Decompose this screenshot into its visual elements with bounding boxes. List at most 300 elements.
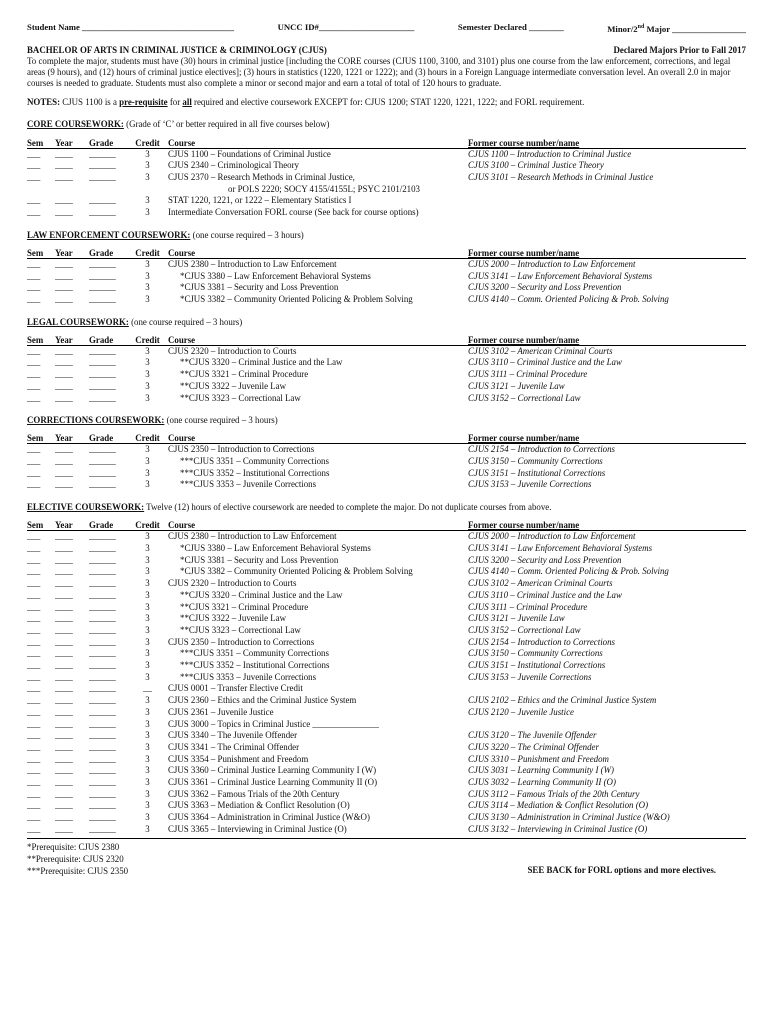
year-blank[interactable]: ____	[55, 195, 73, 206]
course-name: ***CJUS 3351 – Community Corrections	[180, 648, 329, 659]
course-name: STAT 1220, 1221, or 1222 – Elementary Statistics I	[168, 195, 352, 206]
grade-blank[interactable]: ______	[89, 683, 116, 694]
sem-blank[interactable]: ___	[27, 357, 41, 368]
section-title: LEGAL COURSEWORK:	[27, 316, 129, 327]
credit-value: 3	[145, 741, 150, 752]
grade-blank[interactable]: ______	[89, 258, 116, 269]
col-year-header: Year	[55, 138, 89, 149]
grade-blank[interactable]: ______	[89, 293, 116, 304]
year-blank[interactable]: ____	[55, 706, 73, 717]
former-course-name: CJUS 3031 – Learning Community I (W)	[468, 765, 614, 776]
course-row	[27, 258, 746, 270]
course-row	[27, 456, 746, 468]
year-blank[interactable]: ____	[55, 444, 73, 455]
section-title: ELECTIVE COURSEWORK:	[27, 502, 145, 513]
course-name: ***CJUS 3352 – Institutional Corrections	[180, 467, 330, 478]
course-row	[27, 381, 746, 393]
sem-blank[interactable]: ___	[27, 777, 41, 788]
former-course-name: CJUS 2154 – Introduction to Corrections	[468, 444, 616, 455]
grade-blank[interactable]: ______	[89, 554, 116, 565]
course-name: *CJUS 3380 – Law Enforcement Behavioral Systems	[180, 542, 371, 553]
grade-blank[interactable]: ______	[89, 357, 116, 368]
notes-text-1: CJUS 1100 is a	[60, 97, 120, 108]
col-former-header: Former course number/name	[468, 138, 746, 149]
credit-value: 3	[145, 195, 150, 206]
grade-blank[interactable]: ______	[89, 718, 116, 729]
year-blank[interactable]: ____	[55, 660, 73, 671]
year-blank[interactable]: ____	[55, 578, 73, 589]
course-table	[27, 248, 746, 306]
course-row	[27, 590, 746, 602]
former-course-name: CJUS 3110 – Criminal Justice and the Law	[468, 357, 622, 368]
col-sem-header: Sem	[27, 433, 55, 444]
course-row	[27, 345, 746, 357]
course-row	[27, 294, 746, 306]
course-name: CJUS 3354 – Punishment and Freedom	[168, 753, 309, 764]
former-course-name: CJUS 1100 – Introduction to Criminal Justice	[468, 148, 632, 159]
grade-blank[interactable]: ______	[89, 578, 116, 589]
year-blank[interactable]: ____	[55, 671, 73, 682]
col-former-header: Former course number/name	[468, 335, 746, 346]
sem-blank[interactable]: ___	[27, 293, 41, 304]
sem-blank[interactable]: ___	[27, 578, 41, 589]
course-name: CJUS 3361 – Criminal Justice Learning Community II (O)	[168, 777, 378, 788]
sem-blank[interactable]: ___	[27, 148, 41, 159]
course-row	[27, 555, 746, 567]
col-credit-header: Credit	[127, 433, 168, 444]
credit-value: 3	[145, 788, 150, 799]
year-blank[interactable]: ____	[55, 823, 73, 834]
year-blank[interactable]: ____	[55, 392, 73, 403]
course-name: CJUS 3360 – Criminal Justice Learning Community I (W)	[168, 765, 377, 776]
year-blank[interactable]: ____	[55, 171, 73, 182]
credit-value: 3	[145, 380, 150, 391]
year-blank[interactable]: ____	[55, 531, 73, 542]
student-name-field[interactable]: Student Name ___________________________________	[27, 22, 235, 32]
title-row	[27, 45, 746, 56]
course-row	[27, 707, 746, 719]
course-row	[27, 271, 746, 283]
grade-blank[interactable]: ______	[89, 765, 116, 776]
year-blank[interactable]: ____	[55, 293, 73, 304]
course-row	[27, 777, 746, 789]
grade-blank[interactable]: ______	[89, 531, 116, 542]
credit-value: 3	[145, 456, 150, 467]
col-year-header: Year	[55, 335, 89, 346]
col-course-header: Course	[168, 335, 468, 346]
grade-blank[interactable]: ______	[89, 624, 116, 635]
year-blank[interactable]: ____	[55, 456, 73, 467]
coursework-sections	[27, 119, 746, 835]
year-blank[interactable]: ____	[55, 357, 73, 368]
col-grade-header: Grade	[89, 335, 127, 346]
year-blank[interactable]: ____	[55, 648, 73, 659]
sem-blank[interactable]: ___	[27, 479, 41, 490]
grade-blank[interactable]: ______	[89, 741, 116, 752]
grade-blank[interactable]: ______	[89, 456, 116, 467]
course-row	[27, 625, 746, 637]
col-sem-header: Sem	[27, 138, 55, 149]
sem-blank[interactable]: ___	[27, 788, 41, 799]
credit-value: 3	[145, 777, 150, 788]
course-name: *CJUS 3381 – Security and Loss Prevention	[180, 554, 339, 565]
course-row	[27, 637, 746, 649]
declared-majors-note: Declared Majors Prior to Fall 2017	[613, 44, 746, 55]
former-course-name: CJUS 3110 – Criminal Justice and the Law	[468, 589, 622, 600]
former-course-name	[468, 184, 746, 196]
course-name: CJUS 3364 – Administration in Criminal Justice (W&O)	[168, 812, 370, 823]
credit-value: 3	[145, 345, 150, 356]
former-course-name: CJUS 3102 – American Criminal Courts	[468, 345, 613, 356]
sem-blank[interactable]: ___	[27, 753, 41, 764]
year-blank[interactable]: ____	[55, 258, 73, 269]
grade-blank[interactable]: ______	[89, 695, 116, 706]
grade-blank[interactable]: ______	[89, 601, 116, 612]
year-blank[interactable]: ____	[55, 730, 73, 741]
sem-blank[interactable]: ___	[27, 554, 41, 565]
year-blank	[55, 184, 89, 196]
grade-blank[interactable]: ______	[89, 566, 116, 577]
sem-blank[interactable]: ___	[27, 270, 41, 281]
course-name: ***CJUS 3353 – Juvenile Corrections	[180, 671, 317, 682]
course-row	[27, 184, 746, 196]
grade-blank[interactable]: ______	[89, 730, 116, 741]
grade-blank[interactable]: ______	[89, 479, 116, 490]
grade-blank[interactable]: ______	[89, 207, 116, 218]
grade-blank[interactable]: ______	[89, 195, 116, 206]
credit-value: 3	[145, 671, 150, 682]
col-course-header: Course	[168, 138, 468, 149]
notes-label: NOTES:	[27, 97, 61, 108]
sem-blank[interactable]: ___	[27, 601, 41, 612]
grade-blank[interactable]: ______	[89, 148, 116, 159]
former-course-name: CJUS 3111 – Criminal Procedure	[468, 601, 588, 612]
grade-blank[interactable]: ______	[89, 282, 116, 293]
grade-blank[interactable]: ______	[89, 589, 116, 600]
col-former-header: Former course number/name	[468, 433, 746, 444]
section-title: LAW ENFORCEMENT COURSEWORK:	[27, 229, 191, 240]
year-blank[interactable]: ____	[55, 812, 73, 823]
sem-blank[interactable]: ___	[27, 195, 41, 206]
grade-blank[interactable]: ______	[89, 270, 116, 281]
year-blank[interactable]: ____	[55, 282, 73, 293]
course-row	[27, 812, 746, 824]
former-course-name: CJUS 2154 – Introduction to Corrections	[468, 636, 616, 647]
year-blank[interactable]: ____	[55, 753, 73, 764]
year-blank[interactable]: ____	[55, 741, 73, 752]
credit-value: 3	[145, 589, 150, 600]
sem-blank[interactable]: ___	[27, 660, 41, 671]
grade-blank[interactable]: ______	[89, 706, 116, 717]
former-course-name: CJUS 3114 – Mediation & Conflict Resolution (O)	[468, 800, 649, 811]
credit-value: 3	[145, 357, 150, 368]
sem-blank[interactable]: ___	[27, 258, 41, 269]
former-course-name: CJUS 3153 – Juvenile Corrections	[468, 479, 592, 490]
sem-blank[interactable]: ___	[27, 369, 41, 380]
minor-major-blank: Major _________________	[644, 23, 746, 34]
course-row	[27, 602, 746, 614]
grade-blank[interactable]: ______	[89, 380, 116, 391]
former-course-name: CJUS 3152 – Correctional Law	[468, 392, 581, 403]
grade-blank[interactable]: ______	[89, 392, 116, 403]
col-year-header: Year	[55, 520, 89, 531]
minor-major-field[interactable]	[607, 22, 746, 35]
former-course-name: CJUS 3102 – American Criminal Courts	[468, 578, 613, 589]
sem-blank[interactable]: ___	[27, 456, 41, 467]
former-course-name: CJUS 2120 – Juvenile Justice	[468, 706, 574, 717]
col-sem-header: Sem	[27, 335, 55, 346]
footnote: ***Prerequisite: CJUS 2350	[27, 865, 129, 876]
course-name: or POLS 2220; SOCY 4155/4155L; PSYC 2101/2103	[228, 183, 420, 194]
year-blank[interactable]: ____	[55, 270, 73, 281]
sem-blank[interactable]: ___	[27, 695, 41, 706]
sem-blank[interactable]: ___	[27, 531, 41, 542]
sem-blank[interactable]: ___	[27, 282, 41, 293]
sem-blank[interactable]: ___	[27, 207, 41, 218]
credit-value: 3	[145, 800, 150, 811]
course-name: CJUS 1100 – Foundations of Criminal Justice	[168, 148, 331, 159]
year-blank[interactable]: ____	[55, 467, 73, 478]
grade-blank[interactable]: ______	[89, 444, 116, 455]
notes-prereq: pre-requisite	[119, 97, 168, 108]
section-title: CORE COURSEWORK:	[27, 119, 124, 130]
former-course-name	[468, 719, 746, 731]
former-course-name: CJUS 3141 – Law Enforcement Behavioral Systems	[468, 542, 653, 553]
former-course-name: CJUS 3121 – Juvenile Law	[468, 380, 565, 391]
notes-all: all	[182, 97, 192, 108]
course-row	[27, 160, 746, 172]
former-course-name	[468, 195, 746, 207]
year-blank[interactable]: ____	[55, 589, 73, 600]
footnotes	[27, 841, 128, 877]
former-course-name: CJUS 3152 – Correctional Law	[468, 624, 581, 635]
year-blank[interactable]: ____	[55, 380, 73, 391]
grade-blank[interactable]: ______	[89, 467, 116, 478]
grade-blank[interactable]: ______	[89, 369, 116, 380]
year-blank[interactable]: ____	[55, 788, 73, 799]
course-row	[27, 695, 746, 707]
course-row	[27, 566, 746, 578]
year-blank[interactable]: ____	[55, 160, 73, 171]
col-course-header: Course	[168, 248, 468, 259]
col-sem-header: Sem	[27, 248, 55, 259]
grade-blank[interactable]: ______	[89, 660, 116, 671]
course-name: CJUS 2361 – Juvenile Justice	[168, 706, 274, 717]
year-blank[interactable]: ____	[55, 542, 73, 553]
course-name: **CJUS 3320 – Criminal Justice and the Law	[180, 589, 343, 600]
sem-blank[interactable]: ___	[27, 706, 41, 717]
credit-value: 3	[145, 554, 150, 565]
course-name: CJUS 2320 – Introduction to Courts	[168, 578, 297, 589]
sem-blank[interactable]: ___	[27, 718, 41, 729]
sem-blank[interactable]: ___	[27, 648, 41, 659]
grade-blank[interactable]: ______	[89, 160, 116, 171]
credit-value: 3	[145, 566, 150, 577]
course-name: CJUS 3341 – The Criminal Offender	[168, 741, 300, 752]
course-row	[27, 765, 746, 777]
credit-value: 3	[145, 765, 150, 776]
uncc-id-field[interactable]: UNCC ID#______________________	[277, 22, 415, 32]
credit-value: 3	[145, 812, 150, 823]
credit-value: __	[143, 683, 152, 694]
course-row	[27, 824, 746, 836]
credit-value: 3	[145, 270, 150, 281]
year-blank[interactable]: ____	[55, 695, 73, 706]
grade-blank[interactable]: ______	[89, 823, 116, 834]
year-blank[interactable]: ____	[55, 207, 73, 218]
year-blank[interactable]: ____	[55, 148, 73, 159]
credit-value: 3	[145, 392, 150, 403]
course-table	[27, 138, 746, 219]
former-course-name: CJUS 3310 – Punishment and Freedom	[468, 753, 609, 764]
sem-blank[interactable]: ___	[27, 636, 41, 647]
section-note: (Grade of ‘C’ or better required in all five courses below)	[123, 119, 330, 130]
col-grade-header: Grade	[89, 248, 127, 259]
grade-blank[interactable]: ______	[89, 788, 116, 799]
course-name: CJUS 2380 – Introduction to Law Enforcement	[168, 258, 337, 269]
col-year-header: Year	[55, 433, 89, 444]
credit-value: 3	[145, 636, 150, 647]
sem-blank[interactable]: ___	[27, 380, 41, 391]
year-blank[interactable]: ____	[55, 636, 73, 647]
year-blank[interactable]: ____	[55, 624, 73, 635]
year-blank[interactable]: ____	[55, 345, 73, 356]
course-name: CJUS 2350 – Introduction to Corrections	[168, 636, 315, 647]
year-blank[interactable]: ____	[55, 369, 73, 380]
section-note: (one course required – 3 hours)	[164, 415, 278, 426]
course-name: CJUS 2350 – Introduction to Corrections	[168, 444, 315, 455]
grade-blank[interactable]: ______	[89, 542, 116, 553]
former-course-name: CJUS 3112 – Famous Trials of the 20th Century	[468, 788, 640, 799]
sem-blank[interactable]: ___	[27, 345, 41, 356]
former-course-name: CJUS 3153 – Juvenile Corrections	[468, 671, 592, 682]
ordinal-sup: nd	[637, 24, 645, 30]
course-name: **CJUS 3323 – Correctional Law	[180, 624, 301, 635]
sem-blank[interactable]: ___	[27, 542, 41, 553]
course-name: **CJUS 3320 – Criminal Justice and the Law	[180, 357, 343, 368]
course-name: **CJUS 3323 – Correctional Law	[180, 392, 301, 403]
year-blank[interactable]: ____	[55, 554, 73, 565]
course-row	[27, 148, 746, 160]
year-blank[interactable]: ____	[55, 718, 73, 729]
year-blank[interactable]: ____	[55, 566, 73, 577]
footnote: *Prerequisite: CJUS 2380	[27, 841, 120, 852]
credit-value: 3	[145, 531, 150, 542]
semester-declared-field[interactable]: Semester Declared ________	[457, 22, 564, 32]
course-name: *CJUS 3382 – Community Oriented Policing & Problem Solving	[180, 566, 413, 577]
intro-paragraph: To complete the major, students must have (30) hours in criminal justice [including the CORE courses (CJUS 1100, 3100, and 3101) plus one course from the law enforcement, corrections, and legal areas (9 hours), and (12) hours of criminal justice electives]; (3) hours in statistics (1220, 1221 or 1222); and (3) hours in a Foreign Language intermediate conversation level. An overall 2.0 in major courses is needed to graduate. Students must also complete a minor or second major and earn a total of total of 120 hours to graduate.	[27, 56, 731, 89]
year-blank[interactable]: ____	[55, 479, 73, 490]
course-row	[27, 660, 746, 672]
course-row	[27, 719, 746, 731]
grade-blank[interactable]: ______	[89, 171, 116, 182]
sem-blank[interactable]: ___	[27, 589, 41, 600]
grade-blank[interactable]: ______	[89, 648, 116, 659]
former-course-name: CJUS 2102 – Ethics and the Criminal Justice System	[468, 695, 657, 706]
sem-blank[interactable]: ___	[27, 800, 41, 811]
grade-blank[interactable]: ______	[89, 671, 116, 682]
year-blank[interactable]: ____	[55, 777, 73, 788]
sem-blank[interactable]: ___	[27, 444, 41, 455]
former-course-name: CJUS 3120 – The Juvenile Offender	[468, 730, 597, 741]
course-row	[27, 543, 746, 555]
section-heading	[27, 415, 746, 426]
former-course-name: CJUS 3151 – Institutional Corrections	[468, 467, 606, 478]
course-name: CJUS 3340 – The Juvenile Offender	[168, 730, 298, 741]
minor-major-label: Minor/2	[607, 23, 638, 34]
sem-blank[interactable]: ___	[27, 171, 41, 182]
document-page	[27, 22, 746, 877]
grade-blank[interactable]: ______	[89, 812, 116, 823]
col-former-header: Former course number/name	[468, 248, 746, 259]
course-row	[27, 207, 746, 219]
sem-blank[interactable]: ___	[27, 683, 41, 694]
year-blank[interactable]: ____	[55, 765, 73, 776]
col-credit-header: Credit	[127, 335, 168, 346]
grade-blank[interactable]: ______	[89, 777, 116, 788]
course-name: CJUS 2360 – Ethics and the Criminal Justice System	[168, 695, 357, 706]
year-blank[interactable]: ____	[55, 683, 73, 694]
sem-blank[interactable]: ___	[27, 730, 41, 741]
footnote: **Prerequisite: CJUS 2320	[27, 853, 124, 864]
former-course-name: CJUS 3141 – Law Enforcement Behavioral Systems	[468, 270, 653, 281]
grade-blank[interactable]: ______	[89, 613, 116, 624]
course-row	[27, 393, 746, 405]
sem-blank[interactable]: ___	[27, 566, 41, 577]
section-title: CORRECTIONS COURSEWORK:	[27, 415, 165, 426]
former-course-name: CJUS 3101 – Research Methods in Criminal Justice	[468, 171, 654, 182]
course-name: **CJUS 3322 – Juvenile Law	[180, 380, 287, 391]
col-grade-header: Grade	[89, 520, 127, 531]
sem-blank[interactable]: ___	[27, 741, 41, 752]
sem-blank[interactable]: ___	[27, 392, 41, 403]
notes-text-2: for	[167, 97, 183, 108]
former-course-name: CJUS 3220 – The Criminal Offender	[468, 741, 599, 752]
col-year-header: Year	[55, 248, 89, 259]
sem-blank[interactable]: ___	[27, 823, 41, 834]
course-row	[27, 357, 746, 369]
credit-value: 3	[145, 613, 150, 624]
course-row	[27, 789, 746, 801]
former-course-name: CJUS 3150 – Community Corrections	[468, 456, 603, 467]
former-course-name: CJUS 2000 – Introduction to Law Enforcement	[468, 531, 636, 542]
course-row	[27, 648, 746, 660]
course-name: CJUS 2340 – Criminological Theory	[168, 160, 299, 171]
course-name: *CJUS 3380 – Law Enforcement Behavioral Systems	[180, 270, 371, 281]
sem-blank[interactable]: ___	[27, 624, 41, 635]
sem-blank[interactable]: ___	[27, 765, 41, 776]
sem-blank[interactable]: ___	[27, 467, 41, 478]
former-course-name: CJUS 3111 – Criminal Procedure	[468, 369, 588, 380]
year-blank[interactable]: ____	[55, 613, 73, 624]
grade-blank[interactable]: ______	[89, 636, 116, 647]
notes-text-3: required and elective coursework EXCEPT for: CJUS 1200; STAT 1220, 1221, 1222; and FORL requirement.	[191, 97, 585, 108]
course-name: CJUS 2380 – Introduction to Law Enforcement	[168, 531, 337, 542]
sem-blank[interactable]: ___	[27, 160, 41, 171]
sem-blank[interactable]: ___	[27, 671, 41, 682]
grade-blank[interactable]: ______	[89, 345, 116, 356]
sem-blank[interactable]: ___	[27, 613, 41, 624]
course-name: ***CJUS 3353 – Juvenile Corrections	[180, 479, 317, 490]
grade-blank[interactable]: ______	[89, 753, 116, 764]
year-blank[interactable]: ____	[55, 601, 73, 612]
course-name: CJUS 0001 – Transfer Elective Credit	[168, 683, 303, 694]
former-course-name: CJUS 4140 – Comm. Oriented Policing & Prob. Solving	[468, 293, 669, 304]
sem-blank[interactable]: ___	[27, 812, 41, 823]
year-blank[interactable]: ____	[55, 800, 73, 811]
grade-blank[interactable]: ______	[89, 800, 116, 811]
section-note: (one course required – 3 hours)	[128, 316, 243, 327]
